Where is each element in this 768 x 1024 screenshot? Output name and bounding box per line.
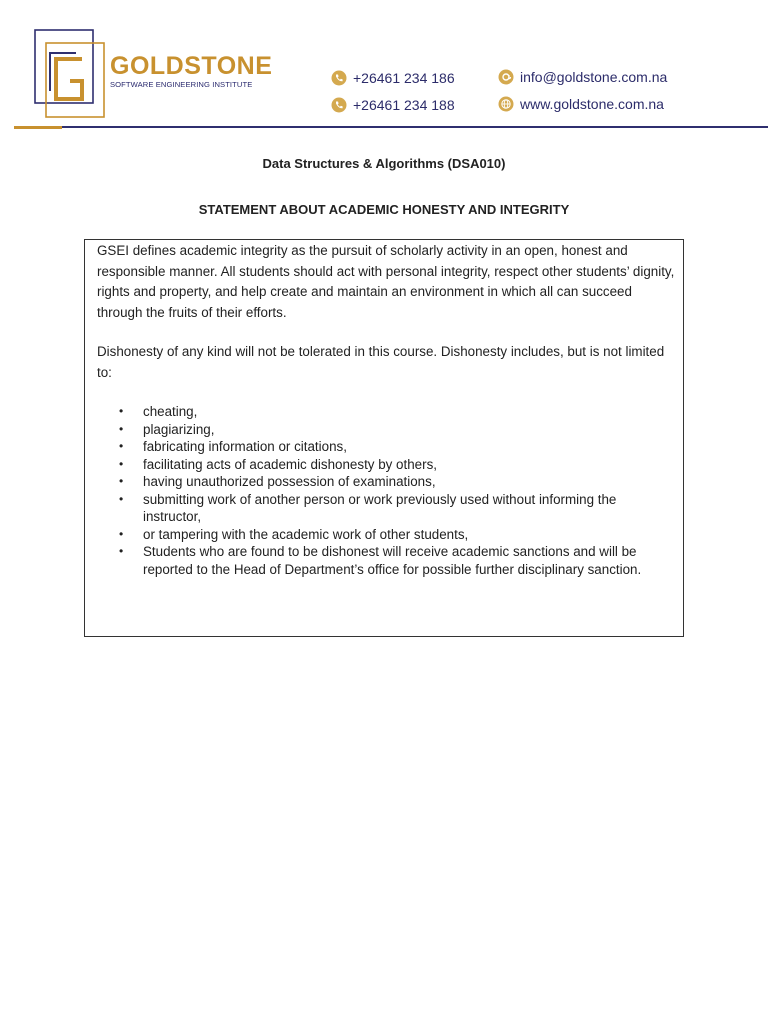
contact-phone-2[interactable] bbox=[331, 97, 455, 113]
dishonesty-intro-paragraph: Dishonesty of any kind will not be tolerated in this course. Dishonesty includes, but is not limited to: bbox=[97, 343, 665, 380]
list-item: • having unauthorized possession of examinations, bbox=[119, 474, 436, 490]
header-divider-accent bbox=[14, 126, 62, 129]
phone-icon bbox=[331, 97, 347, 113]
list-item: • cheating, bbox=[119, 404, 198, 420]
brand-name: GOLDSTONE bbox=[110, 52, 273, 80]
phone-icon bbox=[331, 70, 347, 86]
header-divider bbox=[14, 126, 768, 128]
email-icon bbox=[498, 69, 514, 85]
list-item: • or tampering with the academic work of other students, bbox=[119, 526, 469, 542]
contact-website-text: www.goldstone.com.na bbox=[520, 96, 664, 112]
integrity-definition-paragraph: GSEI defines academic integrity as the pursuit of scholarly activity in an open, honest and responsible manner. All students should act with personal integrity, respect other students’ dignity, rights and property, and help create and maintain an environment in which all can succeed through the fruits of their efforts. bbox=[97, 243, 675, 321]
dishonesty-list bbox=[97, 403, 675, 578]
contact-email[interactable] bbox=[498, 69, 667, 85]
list-item: • submitting work of another person or work previously used without informing the instructor, bbox=[119, 491, 617, 525]
contact-phone-1[interactable] bbox=[331, 70, 455, 86]
contact-website[interactable] bbox=[498, 96, 664, 112]
statement-title: STATEMENT ABOUT ACADEMIC HONESTY AND INTEGRITY bbox=[198, 202, 570, 217]
contact-email-text: info@goldstone.com.na bbox=[520, 69, 668, 85]
list-item: • fabricating information or citations, bbox=[119, 439, 347, 455]
contact-phone-1-text: +26461 234 186 bbox=[353, 70, 455, 86]
list-item: • Students who are found to be dishonest will receive academic sanctions and will be reported to the Head of Department’s office for possible further disciplinary sanction. bbox=[119, 544, 642, 577]
brand-subtitle: SOFTWARE ENGINEERING INSTITUTE bbox=[110, 80, 253, 89]
statement-box bbox=[84, 239, 684, 637]
contact-phone-2-text: +26461 234 188 bbox=[353, 97, 455, 113]
course-title: Data Structures & Algorithms (DSA010) bbox=[262, 156, 506, 171]
list-item: • facilitating acts of academic dishonesty by others, bbox=[119, 456, 437, 472]
goldstone-logo bbox=[34, 29, 106, 119]
list-item: • plagiarizing, bbox=[119, 421, 215, 437]
globe-icon bbox=[498, 96, 514, 112]
